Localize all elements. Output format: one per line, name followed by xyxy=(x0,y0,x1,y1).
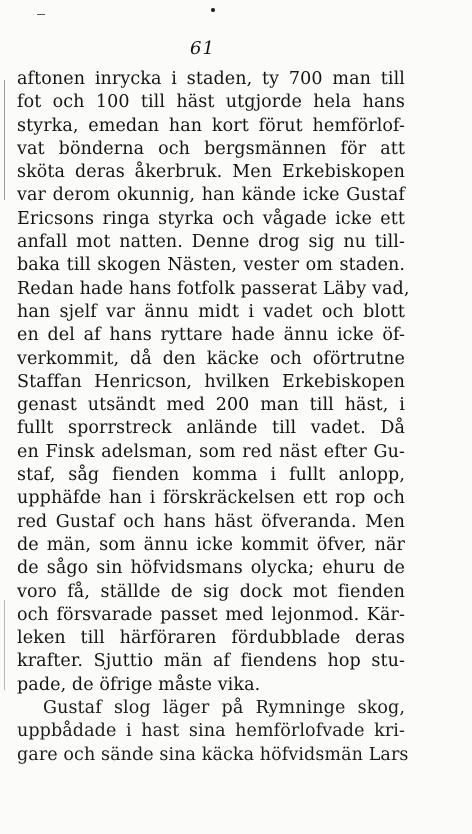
text-line: Ericsons ringa styrka och vågade icke ett xyxy=(17,208,405,229)
text-line: en Finsk adelsman, som red näst efter Gu- xyxy=(17,441,405,462)
text-line: Gustaf slog läger på Rymninge skog, xyxy=(43,698,405,719)
body-text xyxy=(17,68,410,767)
text-line: verkommit, då den käcke och oförtrutne xyxy=(17,348,405,369)
text-line: sköta deras åkerbruk. Men Erkebiskopen xyxy=(17,162,405,183)
text-line: de män, som ännu icke kommit öfver, när xyxy=(17,534,405,555)
text-line: fot och 100 till häst utgjorde hela hans xyxy=(17,92,405,113)
margin-shadow-lower xyxy=(4,600,5,690)
text-line: gare och sände sina käcka höfvidsmän Lars xyxy=(17,744,409,765)
margin-shadow xyxy=(4,80,5,200)
text-line: aftonen inrycka i staden, ty 700 man till xyxy=(17,69,405,89)
text-line: staf, såg fienden komma i fullt anlopp, xyxy=(17,465,405,486)
text-line: anfall mot natten. Denne drog sig nu till- xyxy=(17,232,405,253)
print-mark xyxy=(37,14,45,15)
text-line: uppbådade i hast sina hemförlofvade kri- xyxy=(17,721,405,742)
text-line: styrka, emedan han kort förut hemförlof- xyxy=(17,115,405,136)
text-line: red Gustaf och hans häst öfveranda. Men xyxy=(17,511,405,532)
text-line: vat bönderna och bergsmännen för att xyxy=(17,138,405,159)
text-line: Staffan Henricson, hvilken Erkebiskopen xyxy=(17,371,405,392)
text-line: baka till skogen Nästen, vester om staden. xyxy=(17,255,405,276)
text-line: fullt sporrstreck anlände till vadet. Då xyxy=(17,418,405,439)
print-dot xyxy=(211,8,215,12)
text-line: leken till härföraren fördubblade deras xyxy=(17,628,405,649)
text-line: var derom okunnig, han kände icke Gustaf xyxy=(17,185,405,206)
text-line: voro få, ställde de sig dock mot fienden xyxy=(17,581,405,602)
text-line: och försvarade passet med lejonmod. Kär- xyxy=(17,604,405,625)
text-line: upphäfde han i förskräckelsen ett rop och xyxy=(17,488,405,509)
text-line: han sjelf var ännu midt i vadet och blott xyxy=(17,301,405,322)
page-number: 61 xyxy=(190,38,215,59)
text-line: en del af hans ryttare hade ännu icke öf- xyxy=(17,325,405,346)
text-line: Redan hade hans fotfolk passerat Läby vad, xyxy=(17,278,410,299)
text-line: pade, de öfrige måste vika. xyxy=(17,674,261,695)
text-line: de sågo sin höfvidsmans olycka; ehuru de xyxy=(17,558,405,579)
text-line: krafter. Sjuttio män af fiendens hop stu- xyxy=(17,651,405,672)
text-line: genast utsändt med 200 man till häst, i xyxy=(17,395,405,416)
